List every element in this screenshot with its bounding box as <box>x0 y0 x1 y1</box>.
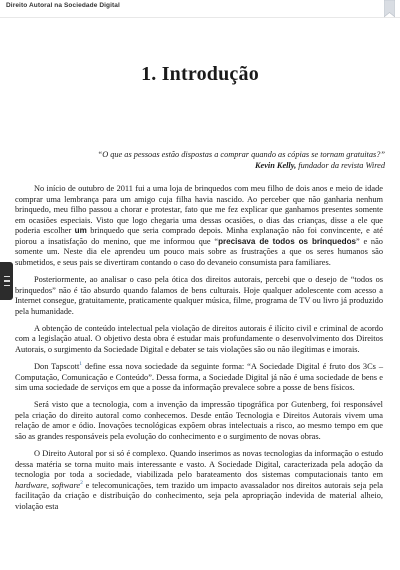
menu-lines-icon <box>4 285 10 287</box>
menu-lines-icon <box>4 276 10 278</box>
paragraph-text: Don Tapscott <box>34 361 80 371</box>
paragraph: A obtenção de conteúdo intelectual pela violação de direitos autorais é ilícito civil e criminal de acordo com a legislação atual. O objetivo desta obra é estudar mais profundamente o desenvolvimento dos Direitos Autorais, o surgimento da Sociedade Digital e debater se tais violações são ou não ilegítimas e imorais. <box>15 323 383 354</box>
paragraph-text: e telecomunicações, tem trazido um impacto avassalador nos direitos autorais seja pela facilitação da criação e distribuição do conhecimento, seja pela apropriação indevida de material alheio, violação esta <box>15 480 383 511</box>
paragraph-text: brinquedo que seria comprado depois. Minha explanação não foi convincente, e até piorou a insatisfação do menino, que me informou que “ <box>15 226 383 246</box>
paragraph <box>15 362 383 394</box>
italic-term: hardware <box>15 480 47 490</box>
bookmark-ribbon-icon[interactable] <box>384 0 395 18</box>
epigraph <box>85 150 385 172</box>
paragraph-text: , <box>46 480 52 490</box>
paragraph <box>15 184 383 268</box>
paragraph: Posteriormente, ao analisar o caso pela ótica dos direitos autorais, percebi que o desejo de “todos os brinquedos” não é tão absurdo quando falamos de bens culturais. Hoje qualquer adolescente com acesso a Internet consegue, gratuitamente, praticamente qualquer música, filme, programa de TV ou livro já produzido pela humanidade. <box>15 274 383 316</box>
paragraph-text: define essa nova sociedade da seguinte forma: “A Sociedade Digital é fruto dos 3Cs – Computação, Comunicação e Conteúdo”. Dessa forma, a Sociedade Digital já não é uma sociedade de bens e sim uma sociedade de serviços em que a posse da informação prevalece sobre a posse de bens físicos. <box>15 361 383 393</box>
footnote-link[interactable]: 2 <box>80 479 83 486</box>
epigraph-author: Kevin Kelly, <box>255 160 297 170</box>
epigraph-quote: “O que as pessoas estão dispostas a comprar quando as cópias se tornam gratuitas?” <box>97 150 385 159</box>
paragraph-text: ” e não somente um. Neste dia ele aprendeu um pouco mais sobre as frustrações a que os seres humanos são submetidos, e seus pais se divertiram contando o caso do devaneio consumista para familiares. <box>15 236 383 267</box>
footnote-link[interactable]: 1 <box>79 361 83 368</box>
epigraph-attribution <box>85 161 385 172</box>
top-bar <box>0 0 400 18</box>
body-text <box>15 184 383 519</box>
epigraph-role: fundador da revista Wired <box>296 160 385 170</box>
side-tab-menu[interactable] <box>0 262 13 300</box>
italic-term: software <box>51 480 81 490</box>
chapter-title: 1. Introdução <box>141 63 259 85</box>
emphasis-text: precisava de todos os brinquedos <box>218 236 357 246</box>
emphasis-text: um <box>74 226 87 236</box>
running-header: Direito Autoral na Sociedade Digital <box>6 2 120 9</box>
menu-lines-icon <box>4 280 10 282</box>
paragraph: Será visto que a tecnologia, com a invenção da impressão tipográfica por Gutenberg, foi responsável pela criação do direito autoral como conhecemos. Desde então Tecnologia e Direitos Autorais vivem uma relação de amor e ódio. Inovações tecnológicas expõem obras intelectuais a risco, ao mesmo tempo em que são as grandes responsáveis pela evolução do conhecimento e o surgimento de novas obras. <box>15 400 383 441</box>
paragraph <box>15 449 383 512</box>
paragraph-text: No início de outubro de 2011 fui a uma loja de brinquedos com meu filho de dois anos e meio de idade comprar uma lembrança para um amigo cuja filha havia nascido. Ao perceber que não ganharia nenhum brinquedo, meu filho passou a chorar e protestar, fato que me fez explicar que ganhamos presentes somente em ocasiões especiais. Visto que logo chegaria uma dessas ocasiões, o dias das crianças, disse a ele que poderia escolher <box>15 184 383 236</box>
paragraph-text: O Direito Autoral por si só é complexo. Quando inserimos as novas tecnologias da informação o estudo dessa matéria se torna muito mais interessante e vasto. A Sociedade Digital, caracterizada pela adoção da tecnologia por toda a sociedade, viabilizada pelo barateamento dos sistemas computacionais tanto em <box>15 449 383 480</box>
